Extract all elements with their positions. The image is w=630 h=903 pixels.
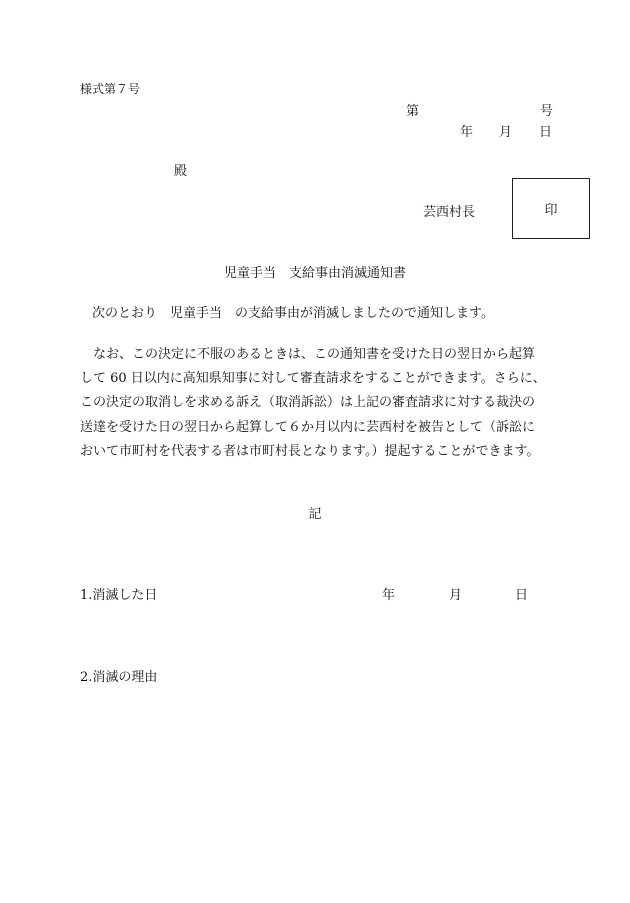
document-number-prefix: 第 [406,104,420,119]
appeal-line: 送達を受けた日の翌日から起算して６か月以内に芸西村を被告として（訴訟に [80,419,536,435]
item-extinction-date-label: 1.消滅した日 [80,588,158,603]
seal-box [512,178,590,239]
appeal-line: して 60 日以内に高知県知事に対して審査請求をすることができます。さらに、 [80,371,546,387]
document-title: 児童手当 支給事由消滅通知書 [223,266,406,281]
item-extinction-reason-label: 2.消滅の理由 [80,670,158,685]
issuer-name: 芸西村長 [423,205,476,220]
document-number-suffix: 号 [540,104,554,119]
seal-label: 印 [544,203,558,218]
appeal-line: この決定の取消しを求める訴え（取消訴訟）は上記の審査請求に対する裁決の [80,395,536,411]
date-month-label: 月 [499,125,513,140]
date-year-label: 年 [460,125,474,140]
form-number: 様式第７号 [80,82,141,96]
appeal-line: なお、この決定に不服のあるときは、この通知書を受けた日の翌日から起算 [80,347,536,362]
appeal-paragraph [80,343,550,464]
item-extinction-day: 日 [515,588,529,603]
record-heading: 記 [308,507,322,522]
addressee-suffix: 殿 [174,164,188,179]
date-day-label: 日 [539,125,553,140]
notice-text: 次のとおり 児童手当 の支給事由が消滅しましたので通知します。 [92,306,494,321]
appeal-line: おいて市町村を代表する者は市町村長となります。）提起することができます。 [80,443,540,459]
item-extinction-year: 年 [382,588,396,603]
item-extinction-month: 月 [449,588,463,603]
